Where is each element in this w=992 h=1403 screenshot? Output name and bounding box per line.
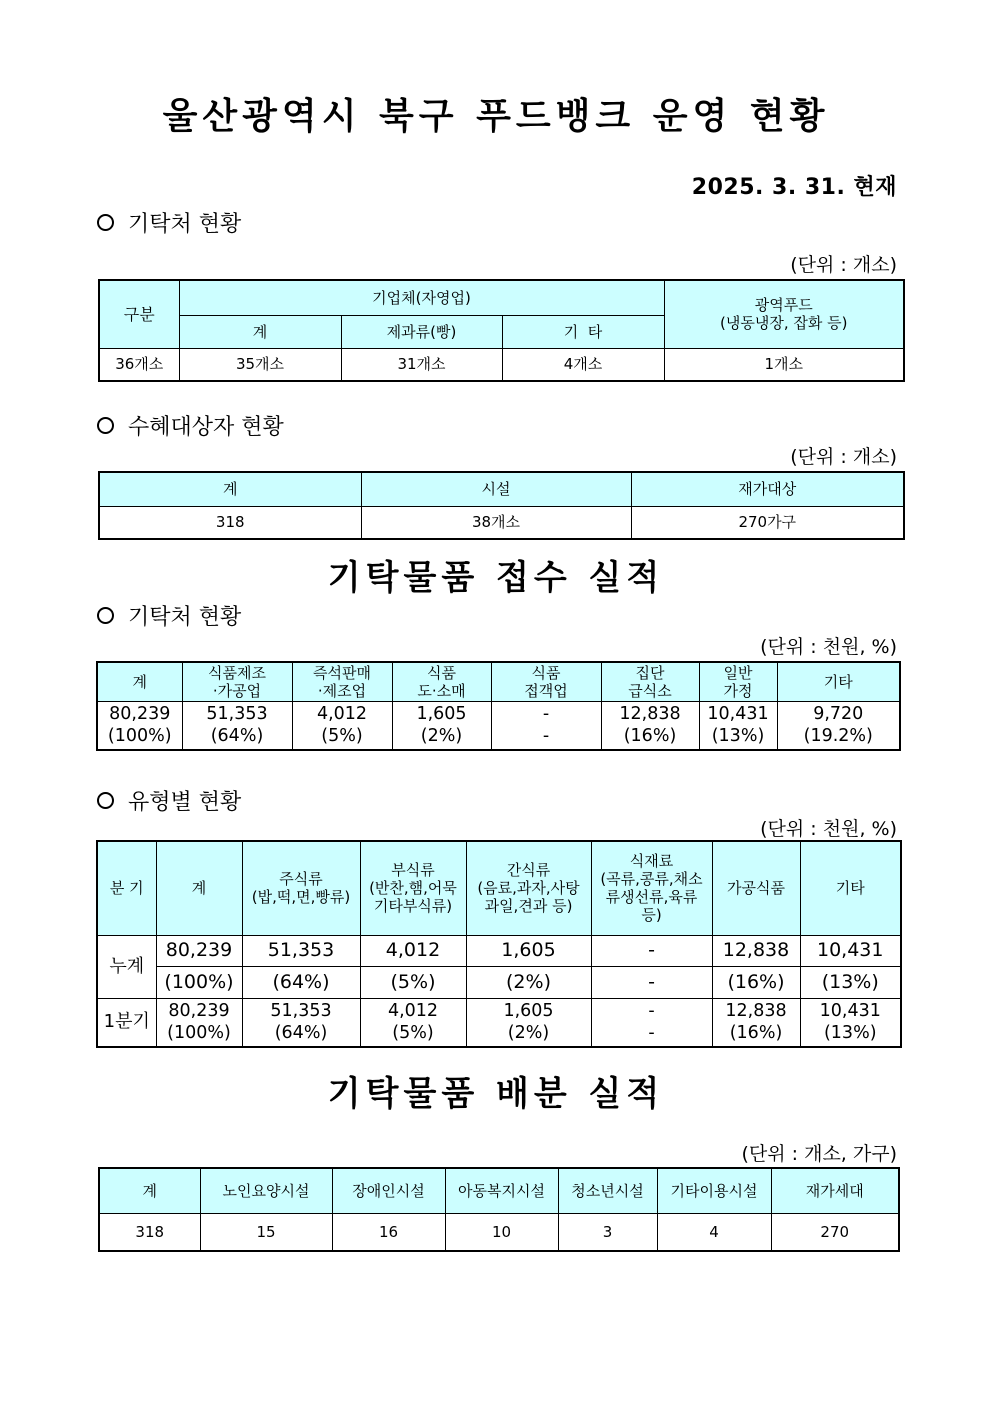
- header-line: 기타부식류): [373, 897, 453, 916]
- header-line: 류생선류,육류: [605, 888, 698, 907]
- value: 80,239: [109, 703, 171, 724]
- header-line: 집단: [635, 663, 665, 682]
- page-title: 울산광역시 북구 푸드뱅크 운영 현황: [162, 96, 830, 137]
- circle-bullet-icon: [97, 607, 114, 624]
- percent: (64%): [210, 726, 264, 747]
- type-cell: [712, 998, 800, 1047]
- donors-cell: 36개소: [99, 348, 179, 381]
- donors-header-other: 기 타: [502, 315, 664, 348]
- receipt-type-header: 분 기: [97, 841, 156, 935]
- type-value: 10,431: [800, 935, 901, 966]
- beneficiaries-heading-text: 수혜대상자 현황: [128, 415, 284, 440]
- type-percent: (2%): [466, 966, 591, 998]
- donors-cell: 35개소: [179, 348, 341, 381]
- value: 1,605: [416, 703, 467, 724]
- receipt-donor-cell: [491, 701, 601, 750]
- receipt-donor-header: [491, 662, 601, 701]
- beneficiaries-header: 재가대상: [631, 472, 904, 506]
- beneficiaries-unit: (단위 : 개소): [790, 446, 897, 468]
- header-line: ·가공업: [212, 681, 262, 700]
- header-line: (곡류,콩류,채소: [600, 870, 703, 889]
- header-line: 식품: [427, 663, 456, 682]
- type-percent: (13%): [800, 966, 901, 998]
- circle-bullet-icon: [97, 417, 114, 434]
- receipt-donor-header: [292, 662, 392, 701]
- receipt-donor-heading-text: 기탁처 현황: [128, 605, 242, 630]
- type-percent: -: [591, 966, 712, 998]
- distribution-header: 기타이용시설: [657, 1168, 771, 1213]
- type-row-q1: [97, 998, 901, 1047]
- receipt-donor-header: [392, 662, 491, 701]
- circle-bullet-icon: [97, 214, 114, 231]
- header-line: (반찬,햄,어묵: [369, 879, 457, 898]
- distribution-header: 재가세대: [771, 1168, 899, 1213]
- regional-food-label: 광역푸드: [754, 296, 813, 315]
- donors-header-total: 계: [179, 315, 341, 348]
- donors-header-company-group: 기업체(자영업): [179, 280, 664, 315]
- type-cell: [466, 998, 591, 1047]
- donors-cell: 31개소: [341, 348, 502, 381]
- distribution-cell: 16: [332, 1213, 445, 1251]
- receipt-title: 기탁물품 접수 실적: [327, 558, 665, 598]
- receipt-donor-cell: [97, 701, 182, 750]
- type-percent: (16%): [712, 966, 800, 998]
- type-row-label: 누계: [97, 935, 156, 998]
- header-line: (밥,떡,면,빵류): [251, 888, 351, 907]
- beneficiaries-header: 시설: [361, 472, 631, 506]
- header-line: 도·소매: [417, 681, 466, 700]
- value: 9,720: [813, 703, 864, 724]
- header-line: 접객업: [524, 681, 568, 700]
- receipt-type-header: 가공식품: [712, 841, 800, 935]
- header-line: 식품제조: [208, 663, 266, 682]
- percent: (64%): [274, 1023, 328, 1044]
- type-percent: (64%): [242, 966, 360, 998]
- percent: (16%): [729, 1023, 783, 1044]
- value: 51,353: [270, 1000, 332, 1021]
- percent: (2%): [420, 726, 463, 747]
- distribution-cell: 270: [771, 1213, 899, 1251]
- type-value: 80,239: [156, 935, 242, 966]
- value: 4,012: [316, 703, 368, 724]
- circle-bullet-icon: [97, 792, 114, 809]
- header-line: ·제조업: [317, 681, 367, 700]
- distribution-unit: (단위 : 개소, 가구): [741, 1143, 897, 1165]
- percent: (100%): [167, 1023, 231, 1044]
- receipt-type-heading-text: 유형별 현황: [128, 790, 242, 815]
- header-line: 과일,견과 등): [484, 897, 573, 916]
- distribution-cell: 10: [445, 1213, 558, 1251]
- type-value: 51,353: [242, 935, 360, 966]
- beneficiaries-header: 계: [99, 472, 361, 506]
- receipt-donor-unit: (단위 : 천원, %): [760, 636, 897, 658]
- receipt-type-header: [242, 841, 360, 935]
- percent: (100%): [107, 726, 172, 747]
- beneficiaries-cell: 270가구: [631, 506, 904, 539]
- type-row-cumulative: [97, 935, 901, 966]
- receipt-type-header: [466, 841, 591, 935]
- percent: (19.2%): [803, 726, 873, 747]
- type-cell: [156, 998, 242, 1047]
- header-line: 즉석판매: [313, 663, 371, 682]
- distribution-cell: 4: [657, 1213, 771, 1251]
- distribution-header: 청소년시설: [558, 1168, 657, 1213]
- distribution-header: 아동복지시설: [445, 1168, 558, 1213]
- distribution-cell: 318: [99, 1213, 200, 1251]
- value: 51,353: [206, 703, 268, 724]
- type-value: 1,605: [466, 935, 591, 966]
- donors-table: [98, 279, 905, 382]
- receipt-donor-cell: [392, 701, 491, 750]
- receipt-donor-values-row: [97, 701, 900, 750]
- header-line: 식품: [531, 663, 561, 682]
- header-line: 부식류: [391, 861, 435, 880]
- beneficiaries-cell: 38개소: [361, 506, 631, 539]
- value: 1,605: [503, 1000, 554, 1021]
- type-cell: [360, 998, 466, 1047]
- type-value: 4,012: [360, 935, 466, 966]
- distribution-table: [98, 1167, 900, 1252]
- donors-cell: 1개소: [664, 348, 904, 381]
- receipt-donor-cell: [182, 701, 292, 750]
- header-line: 일반: [723, 663, 753, 682]
- receipt-type-header: 기타: [800, 841, 901, 935]
- receipt-type-header: 계: [156, 841, 242, 935]
- value: -: [542, 703, 550, 724]
- receipt-donor-cell: [292, 701, 392, 750]
- receipt-donor-header: [601, 662, 699, 701]
- donors-header-category: 구분: [99, 280, 179, 348]
- receipt-donor-cell: [777, 701, 900, 750]
- percent: -: [648, 1023, 655, 1044]
- distribution-header: 계: [99, 1168, 200, 1213]
- percent: (5%): [321, 726, 363, 747]
- value: 12,838: [725, 1000, 787, 1021]
- percent: -: [542, 726, 550, 747]
- header-line: 주식류: [279, 870, 323, 889]
- receipt-donor-cell: [601, 701, 699, 750]
- beneficiaries-table: [98, 471, 905, 540]
- header-line: 식재료: [629, 852, 674, 871]
- value: 12,838: [619, 703, 681, 724]
- receipt-donor-header: [182, 662, 292, 701]
- donors-header-regional-food: [664, 280, 904, 348]
- percent: (13%): [711, 726, 765, 747]
- donors-cell: 4개소: [502, 348, 664, 381]
- distribution-cell: 3: [558, 1213, 657, 1251]
- regional-food-sublabel: (냉동냉장, 잡화 등): [720, 314, 848, 333]
- report-date: 2025. 3. 31. 현재: [691, 175, 897, 200]
- beneficiaries-cell: 318: [99, 506, 361, 539]
- type-value: -: [591, 935, 712, 966]
- header-line: (음료,과자,사탕: [477, 879, 580, 898]
- percent: (16%): [623, 726, 677, 747]
- beneficiaries-section-heading: [97, 410, 284, 441]
- donors-header-bakery: 제과류(빵): [341, 315, 502, 348]
- distribution-cell: 15: [200, 1213, 332, 1251]
- receipt-type-header: [360, 841, 466, 935]
- percent: (13%): [823, 1023, 877, 1044]
- receipt-type-unit: (단위 : 천원, %): [760, 818, 897, 840]
- donors-section-heading: [97, 207, 241, 238]
- header-line: 등): [641, 906, 662, 925]
- distribution-header: 장애인시설: [332, 1168, 445, 1213]
- donors-unit: (단위 : 개소): [790, 254, 897, 276]
- receipt-donor-table: [96, 661, 901, 751]
- value: 4,012: [387, 1000, 439, 1021]
- type-percent: (5%): [360, 966, 466, 998]
- type-value: 12,838: [712, 935, 800, 966]
- value: -: [648, 1000, 655, 1021]
- receipt-donor-header: 기타: [777, 662, 900, 701]
- donors-heading-text: 기탁처 현황: [128, 212, 242, 237]
- type-cell: [591, 998, 712, 1047]
- receipt-donor-header: 계: [97, 662, 182, 701]
- value: 80,239: [168, 1000, 230, 1021]
- receipt-donor-header: [699, 662, 777, 701]
- receipt-type-header: [591, 841, 712, 935]
- value: 10,431: [819, 1000, 881, 1021]
- percent: (2%): [507, 1023, 550, 1044]
- header-line: 가정: [723, 681, 753, 700]
- type-row-label: 1분기: [97, 998, 156, 1047]
- receipt-donor-cell: [699, 701, 777, 750]
- percent: (5%): [392, 1023, 434, 1044]
- header-line: 간식류: [506, 861, 551, 880]
- receipt-type-table: [96, 840, 902, 1048]
- type-cell: [800, 998, 901, 1047]
- value: 10,431: [707, 703, 769, 724]
- header-line: 급식소: [628, 681, 672, 700]
- distribution-title: 기탁물품 배분 실적: [327, 1074, 665, 1114]
- receipt-donor-section-heading: [97, 600, 241, 631]
- distribution-header: 노인요양시설: [200, 1168, 332, 1213]
- type-cell: [242, 998, 360, 1047]
- receipt-type-section-heading: [97, 785, 241, 816]
- type-percent: (100%): [156, 966, 242, 998]
